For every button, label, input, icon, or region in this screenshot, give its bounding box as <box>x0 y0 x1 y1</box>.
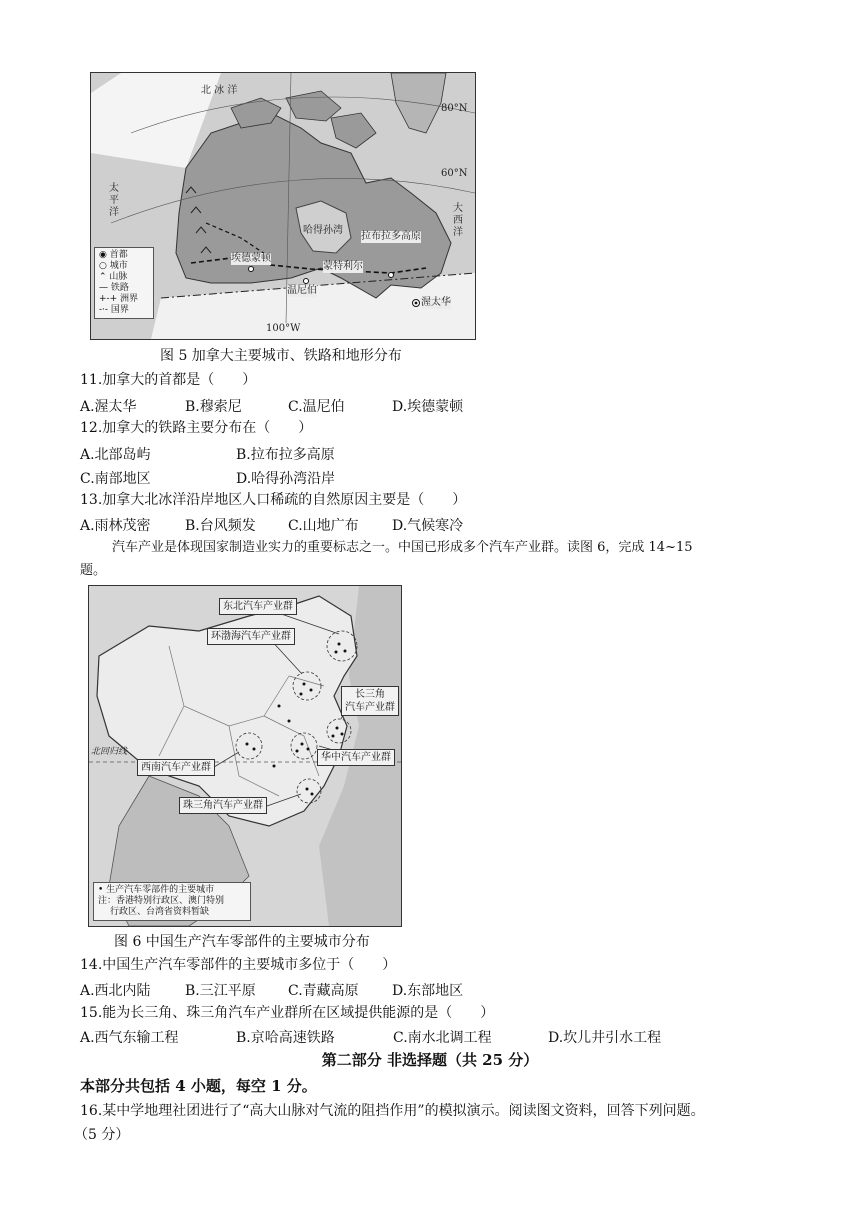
q14-stem: 14.中国生产汽车零部件的主要城市多位于（ ） <box>80 957 397 973</box>
q12-option-d[interactable]: D.哈得孙湾沿岸 <box>236 471 336 487</box>
q13-option-b[interactable]: B.台风频发 <box>185 518 256 534</box>
map-legend <box>94 247 154 319</box>
q15-option-d[interactable]: D.坎儿井引水工程 <box>548 1030 662 1046</box>
figure6-caption: 图 6 中国生产汽车零部件的主要城市分布 <box>114 934 370 950</box>
lat-60-label: 60°N <box>441 168 468 179</box>
ottawa-label: 渥太华 <box>421 297 451 308</box>
ocean-atlantic-label: 大 西 洋 <box>453 203 463 238</box>
q12-option-b[interactable]: B.拉布拉多高原 <box>236 447 335 463</box>
q11-option-a[interactable]: A.渥太华 <box>80 399 137 415</box>
china-map-legend <box>93 882 251 921</box>
legend-capital: ◉ 首都 <box>99 250 128 260</box>
legend-mountain: ⌃ 山脉 <box>99 272 128 282</box>
legend-continent-border: +-+ 洲界 <box>99 294 138 304</box>
box-bohai: 环渤海汽车产业群 <box>207 628 295 645</box>
legend-city: ○ 城市 <box>99 261 128 271</box>
lon-100-label: 100°W <box>266 323 301 334</box>
q13-option-d[interactable]: D.气候寒冷 <box>392 518 464 534</box>
winnipeg-label: 温尼伯 <box>287 285 317 296</box>
tropic-label: 北回归线 <box>91 747 128 757</box>
q12-stem: 12.加拿大的铁路主要分布在（ ） <box>80 420 313 436</box>
q15-option-c[interactable]: C.南水北调工程 <box>393 1030 492 1046</box>
lat-80-label: 80°N <box>441 103 468 114</box>
legend-national-border: -·- 国界 <box>99 305 129 315</box>
q14-option-d[interactable]: D.东部地区 <box>392 983 464 999</box>
box-yangtze-line1: 长三角 <box>355 689 385 700</box>
labrador-label: 拉布拉多高原 <box>361 231 421 242</box>
figure5-caption: 图 5 加拿大主要城市、铁路和地形分布 <box>160 348 402 364</box>
hudson-label: 哈得孙湾 <box>303 225 343 236</box>
q12-option-c[interactable]: C.南部地区 <box>80 471 151 487</box>
canada-map <box>90 72 476 340</box>
china-legend-line-3: 行政区、台湾省资料暂缺 <box>110 907 210 917</box>
q15-stem: 15.能为长三角、珠三角汽车产业群所在区域提供能源的是（ ） <box>80 1005 495 1021</box>
box-northeast: 东北汽车产业群 <box>219 598 297 615</box>
montreal-label: 蒙特利尔 <box>323 261 363 272</box>
box-central: 华中汽车产业群 <box>317 749 395 766</box>
q13-stem: 13.加拿大北冰洋沿岸地区人口稀疏的自然原因主要是（ ） <box>80 492 467 508</box>
ocean-north-label: 北 冰 洋 <box>201 85 238 96</box>
china-map <box>88 585 402 927</box>
q15-option-a[interactable]: A.西气东输工程 <box>80 1030 179 1046</box>
edmonton-label: 埃德蒙顿 <box>231 253 271 264</box>
intro-line-2: 题。 <box>80 563 107 578</box>
part2-note: 本部分共包括 4 小题，每空 1 分。 <box>80 1077 317 1095</box>
q11-stem: 11.加拿大的首都是（ ） <box>80 372 257 388</box>
ocean-pacific-label: 太 平 洋 <box>109 183 119 218</box>
q16-line-2: （5 分） <box>74 1127 130 1143</box>
q12-option-a[interactable]: A.北部岛屿 <box>80 447 151 463</box>
box-yangtze-line2: 汽车产业群 <box>345 702 395 713</box>
box-pearl: 珠三角汽车产业群 <box>179 797 267 814</box>
q14-option-a[interactable]: A.西北内陆 <box>80 983 151 999</box>
q11-option-c[interactable]: C.温尼伯 <box>288 399 345 415</box>
q16-line-1: 16.某中学地理社团进行了“高大山脉对气流的阻挡作用”的模拟演示。阅读图文资料，回答下列问题。 <box>80 1103 705 1119</box>
q11-option-b[interactable]: B.穆索尼 <box>185 399 242 415</box>
q14-option-c[interactable]: C.青藏高原 <box>288 983 359 999</box>
q13-option-c[interactable]: C.山地广布 <box>288 518 359 534</box>
part2-title: 第二部分 非选择题（共 25 分） <box>321 1051 539 1069</box>
q13-option-a[interactable]: A.雨林茂密 <box>80 518 151 534</box>
box-southwest: 西南汽车产业群 <box>137 759 215 776</box>
q11-option-d[interactable]: D.埃德蒙顿 <box>392 399 464 415</box>
china-legend-line-1: • 生产汽车零部件的主要城市 <box>98 885 215 895</box>
intro-line-1: 汽车产业是体现国家制造业实力的重要标志之一。中国已形成多个汽车产业群。读图 6，完成 14~15 <box>112 540 693 555</box>
box-yangtze <box>341 686 399 716</box>
china-legend-line-2: 注：香港特别行政区、澳门特别 <box>98 896 225 906</box>
q14-option-b[interactable]: B.三江平原 <box>185 983 256 999</box>
q15-option-b[interactable]: B.京哈高速铁路 <box>236 1030 335 1046</box>
legend-railway: — 铁路 <box>99 283 129 293</box>
